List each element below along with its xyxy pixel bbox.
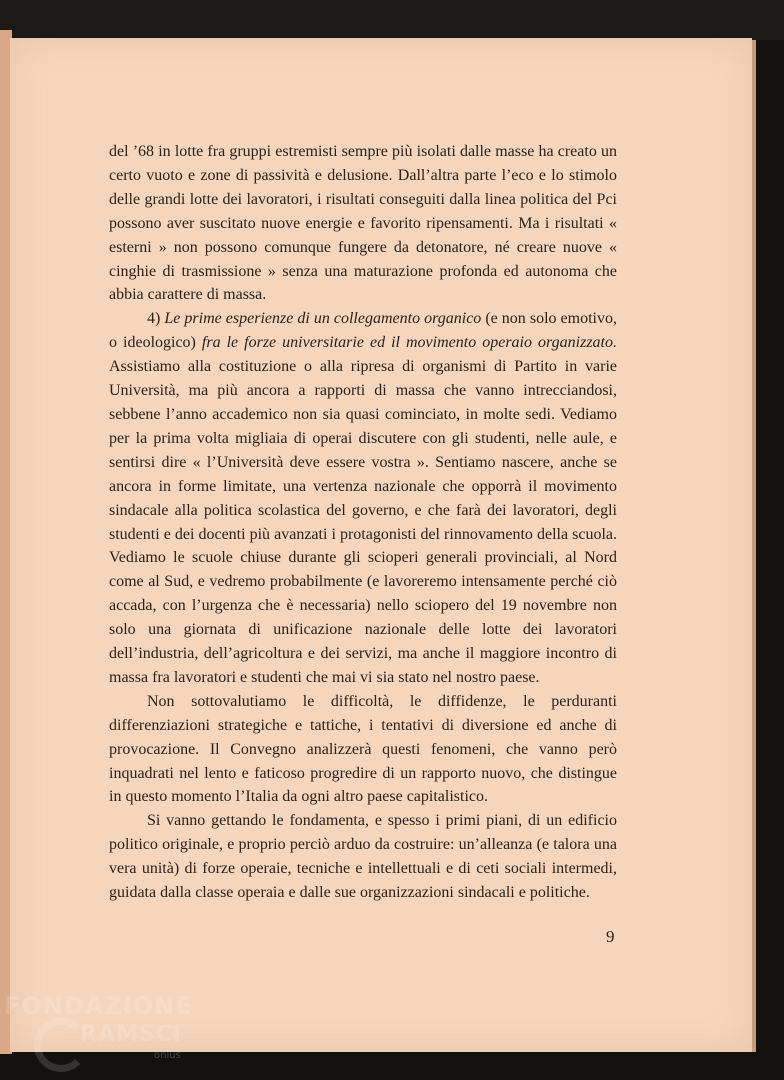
paragraph-2-text-2: Assistiamo alla costituzione o alla ripresa di organismi di Partito in varie Università, ma più ancora a rapporti di massa che vanno intrecciandosi, sebbene l’anno accademico non sia quasi cominciato, in molte sedi. Vediamo per la prima volta migliaia di operai discutere con gli studenti, nelle aule, e sentirsi dire « l’Università deve essere vostra ». Sentiamo nascere, anche se ancora in forme limitate, una vertenza nazionale che opporrà il movimento sindacale alla politica scolastica del governo, e che farà dei lavoratori, degli studenti e dei docenti più avanzati i protagonisti del rinnovamento della scuola. Vediamo le scuole chiuse durante gli scioperi generali provinciali, al Nord come al Sud, e vedremo probabilmente (e lavoreremo intensamente perché ciò accada, con l’urgenza che è necessaria) nello sciopero del 19 novembre non solo una giornata di unificazione nazionale delle lotte dei lavoratori dell’industria, dell’agricoltura e dei servizi, ma anche il maggiore incontro di massa fra lavoratori e studenti che mai vi sia stato nel nostro paese. <box>109 358 617 686</box>
paragraph-2-number: 4) <box>147 310 165 328</box>
watermark-line-2: RAMSCI <box>80 1022 183 1047</box>
paragraph-1-text: del ’68 in lotte fra gruppi estremisti sempre più isolati dalle masse ha creato un certo vuoto e zone di passività e delusione. Dall’altra parte l’eco e lo stimolo delle grandi lotte dei lavoratori, i risultati conseguiti dalla linea politica del Pci possono aver suscitato nuove energie e favorito ripensamenti. Ma i risultati « esterni » non possono comunque fungere da detonatore, né creare nuove « cinghie di trasmissione » senza una maturazione profonda ed autonoma che abbia carattere di massa. <box>109 143 617 304</box>
scan-background-top <box>0 0 784 40</box>
paragraph-2-italic-heading-2: fra le forze universitarie ed il movimento operaio organizzato. <box>201 334 617 352</box>
page-number: 9 <box>606 927 615 946</box>
paragraph-2-italic-heading-1: Le prime esperienze di un collegamento organico <box>164 310 482 328</box>
paragraph-3 <box>109 690 617 810</box>
paragraph-2-text-1: (e non solo emotivo, o ideologico) <box>109 310 617 352</box>
watermark-suffix: onlus <box>154 1050 181 1061</box>
body-text <box>109 140 617 905</box>
paragraph-3-text: Non sottovalutiamo le difficoltà, le diffidenze, le perduranti differenziazioni strategiche e tattiche, i tentativi di diversione ed anche di provocazione. Il Convegno analizzerà questi fenomeni, che vanno però inquadrati nel lento e faticoso progredire di un rapporto nuovo, che distingue in questo momento l’Italia da ogni altro paese capitalistico. <box>109 692 617 806</box>
page-edge-right <box>752 40 756 1052</box>
paragraph-4 <box>109 809 617 905</box>
watermark-line-1: FONDAZIONE <box>4 992 193 1020</box>
paragraph-1 <box>109 140 617 307</box>
paragraph-2 <box>109 307 617 690</box>
paragraph-4-text: Si vanno gettando le fondamenta, e spesso i primi piani, di un edificio politico originale, e proprio perciò arduo da costruire: un’alleanza (e talora una vera unità) di forze operaie, tecniche e intellettuali e di ceti sociali intermedi, guidata dalla classe operaia e dalle sue organizzazioni sindacali e politiche. <box>109 812 617 902</box>
fondazione-gramsci-watermark <box>4 992 204 1076</box>
